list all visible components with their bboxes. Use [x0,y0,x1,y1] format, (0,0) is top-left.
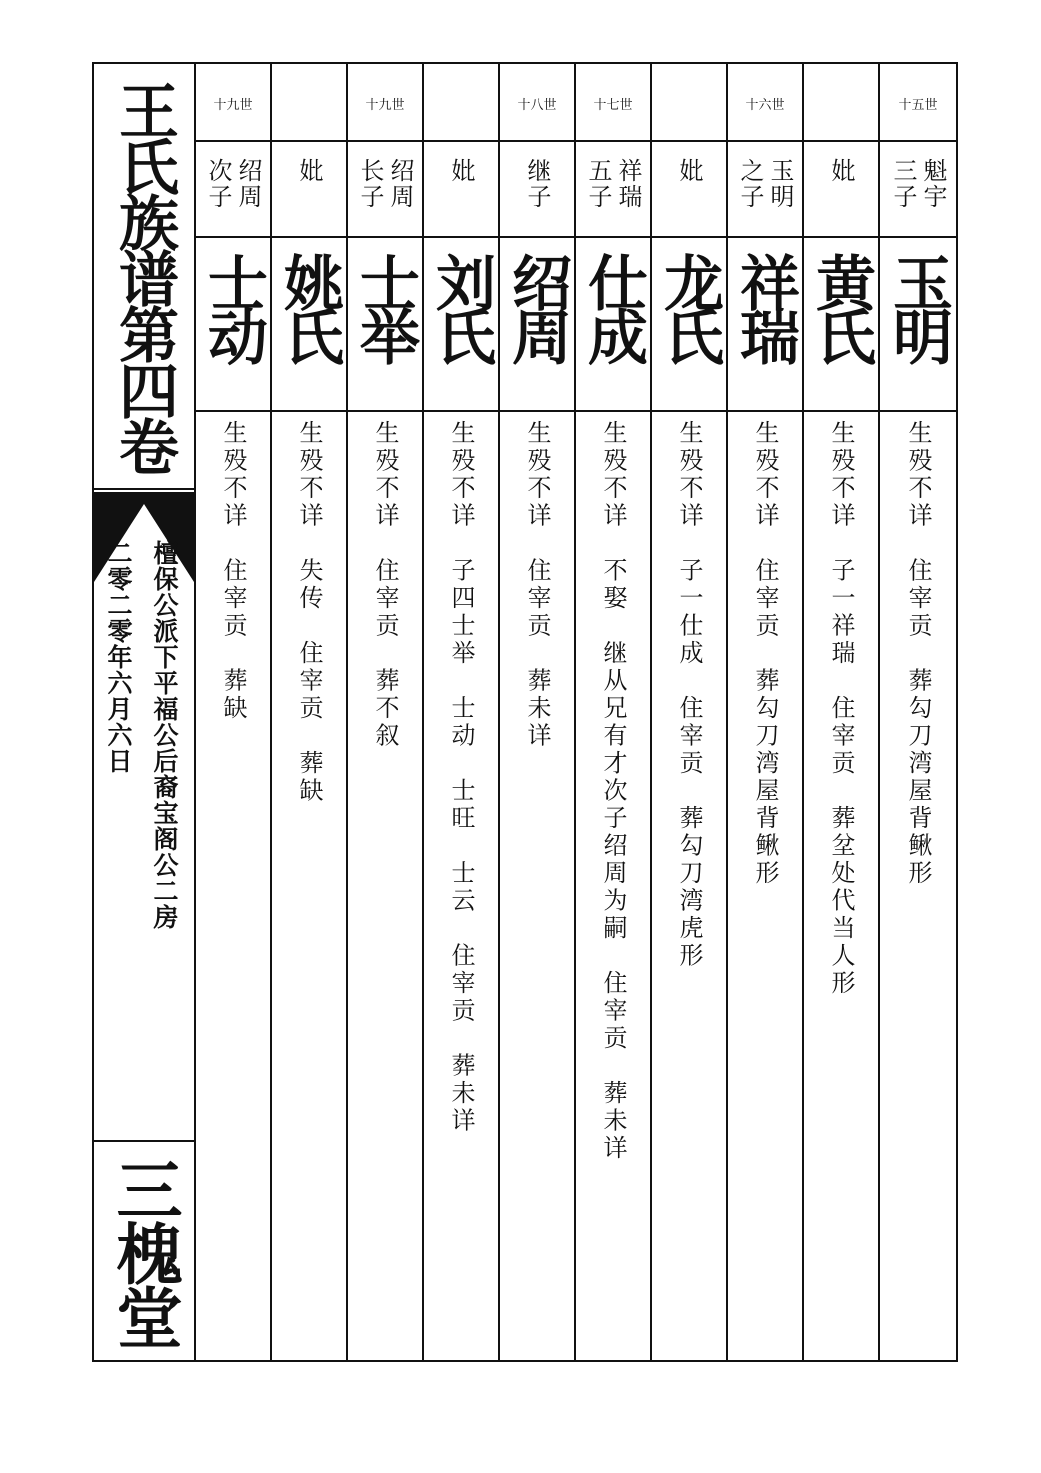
relation-cell [880,142,956,238]
name-cell [424,238,498,412]
generation-label: 十六世 [728,64,802,142]
name-cell [576,238,650,412]
member-biography: 生殁不详 子一仕成 住宰贡 葬勾刀湾虎形 [675,420,703,970]
member-column [576,64,652,1360]
hall-divider [94,1140,194,1142]
member-biography: 生殁不详 住宰贡 葬缺 [219,420,247,723]
relation-cell [804,142,878,238]
member-name: 士动 [198,252,268,360]
member-biography: 生殁不详 住宰贡 葬不叙 [371,420,399,750]
generation-label: 十九世 [196,64,270,142]
member-name: 绍周 [502,252,572,360]
member-column [728,64,804,1360]
branch-lineage-text: 檀保公派下平福公后裔宝阁公二房 [150,540,179,930]
generation-label: 十七世 [576,64,650,142]
book-title: 王氏族谱第四卷 [109,80,179,472]
member-name: 刘氏 [426,252,496,360]
member-biography: 生殁不详 子四士举 士动 士旺 士云 住宰贡 葬未详 [447,420,475,1135]
genealogy-grid [196,64,956,1360]
member-column [652,64,728,1360]
member-biography: 生殁不详 子一祥瑞 住宰贡 葬坌处代当人形 [827,420,855,998]
generation-label [652,64,726,142]
member-name: 姚氏 [274,252,344,360]
relation-cell [272,142,346,238]
member-biography: 生殁不详 住宰贡 葬勾刀湾屋背鳅形 [751,420,779,888]
member-biography: 生殁不详 不娶 继从兄有才次子绍周为嗣 住宰贡 葬未详 [599,420,627,1163]
edition-date: 二零二零年六月六日 [104,540,133,774]
member-name: 龙氏 [654,252,724,360]
name-cell [196,238,270,412]
relation-label: 妣 [675,158,703,184]
relation-label: 绍周长子 [356,158,414,210]
relation-cell [728,142,802,238]
relation-cell [576,142,650,238]
generation-label: 十八世 [500,64,574,142]
name-cell [880,238,956,412]
generation-label: 十九世 [348,64,422,142]
generation-label [424,64,498,142]
member-name: 祥瑞 [730,252,800,360]
name-cell [500,238,574,412]
relation-label: 妣 [447,158,475,184]
member-name: 黄氏 [806,252,876,360]
generation-label [804,64,878,142]
name-cell [804,238,878,412]
name-cell [272,238,346,412]
name-cell [348,238,422,412]
relation-label: 绍周次子 [204,158,262,210]
genealogy-page [92,62,958,1362]
relation-cell [196,142,270,238]
title-column [94,64,196,1360]
relation-label: 继子 [523,158,551,210]
member-name: 仕成 [578,252,648,360]
member-column [272,64,348,1360]
hall-name: 三槐堂 [105,1156,183,1348]
member-name: 玉明 [883,252,953,360]
member-column [196,64,272,1360]
member-column [348,64,424,1360]
title-divider [94,488,194,490]
name-cell [652,238,726,412]
member-column [804,64,880,1360]
relation-label: 妣 [295,158,323,184]
relation-cell [424,142,498,238]
relation-label: 祥瑞五子 [584,158,642,210]
member-column [880,64,956,1360]
member-column [424,64,500,1360]
member-biography: 生殁不详 住宰贡 葬勾刀湾屋背鳅形 [904,420,932,888]
relation-label: 玉明之子 [736,158,794,210]
generation-label [272,64,346,142]
member-biography: 生殁不详 住宰贡 葬未详 [523,420,551,750]
member-name: 士举 [350,252,420,360]
member-column [500,64,576,1360]
relation-label: 魁宇三子 [889,158,947,210]
generation-label: 十五世 [880,64,956,142]
member-biography: 生殁不详 失传 住宰贡 葬缺 [295,420,323,805]
relation-cell [348,142,422,238]
name-cell [728,238,802,412]
relation-cell [500,142,574,238]
relation-label: 妣 [827,158,855,184]
relation-cell [652,142,726,238]
